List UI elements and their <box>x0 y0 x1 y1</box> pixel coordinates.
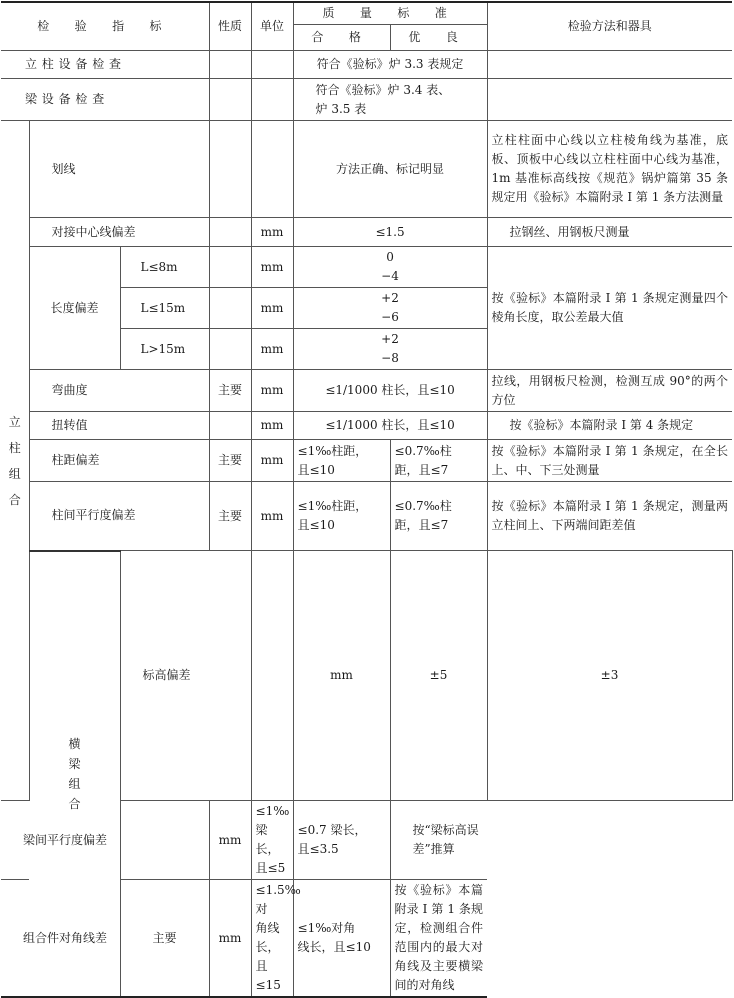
row-column-check-method <box>487 51 732 79</box>
row-spacing-unit: mm <box>251 440 293 482</box>
row-parallelism-label: 柱间平行度偏差 <box>29 482 209 551</box>
row-beam-check-standard: 符合《验标》炉 3.4 表、 炉 3.5 表 <box>293 79 487 121</box>
length-unit-3: mm <box>251 329 293 370</box>
row-twist-nature <box>209 412 251 440</box>
row-bending-nature: 主要 <box>209 370 251 412</box>
row-bending-label: 弯曲度 <box>29 370 209 412</box>
row-beam-check-method <box>487 79 732 121</box>
row-parallelism-excellent: ≤0.7‰柱 距，且≤7 <box>390 482 487 551</box>
row-column-check-label: 立柱设备检查 <box>1 51 209 79</box>
row-beam-parallel-method: 按“梁标高误差”推算 <box>390 801 487 880</box>
column-group-label: 立 柱 组 合 <box>1 121 29 801</box>
row-beam-parallel-excellent: ≤0.7 梁长， 且≤3.5 <box>293 801 390 880</box>
row-marking-standard: 方法正确、标记明显 <box>293 121 487 218</box>
header-method: 检验方法和器具 <box>487 2 732 51</box>
row-spacing-qualified: ≤1‰柱距， 且≤10 <box>293 440 390 482</box>
row-diagonal-label: 组合件对角线差 <box>1 880 120 998</box>
row-column-check-nature <box>209 51 251 79</box>
row-elevation-excellent: ±3 <box>487 551 732 801</box>
length-nature-1 <box>209 247 251 288</box>
row-elevation-label: 标高偏差 <box>120 551 251 801</box>
row-marking-label: 划线 <box>29 121 209 218</box>
row-diagonal-method: 按《验标》本篇附录 Ⅰ 第 1 条规定，检测组合件范围内的最大对角线及主要横梁间的对角线 <box>390 880 487 998</box>
row-beam-parallel-nature <box>120 801 209 880</box>
row-spacing-label: 柱距偏差 <box>29 440 209 482</box>
row-beam-parallel-label: 梁间平行度偏差 <box>1 801 120 880</box>
row-center-deviation-unit: mm <box>251 218 293 247</box>
row-elevation-nature <box>251 551 293 801</box>
row-length-deviation-method: 按《验标》本篇附录 Ⅰ 第 1 条规定测量四个棱角长度，取公差最大值 <box>487 247 732 370</box>
header-excellent: 优 良 <box>390 25 487 51</box>
row-length-deviation-label: 长度偏差 <box>29 247 120 370</box>
row-column-check-unit <box>251 51 293 79</box>
row-beam-parallel-qualified: ≤1‰梁长， 且≤5 <box>251 801 293 880</box>
length-nature-3 <box>209 329 251 370</box>
row-beam-check-unit <box>251 79 293 121</box>
row-parallelism-method: 按《验标》本篇附录 Ⅰ 第 1 条规定，测量两立柱间上、下两端间距差值 <box>487 482 732 551</box>
row-parallelism-nature: 主要 <box>209 482 251 551</box>
row-marking-unit <box>251 121 293 218</box>
row-twist-unit: mm <box>251 412 293 440</box>
length-standard-1: 0 −4 <box>293 247 487 288</box>
header-quality-standard: 质 量 标 准 <box>293 2 487 25</box>
row-beam-check-label: 梁设备检查 <box>1 79 209 121</box>
length-standard-2: +2 −6 <box>293 288 487 329</box>
row-elevation-qualified: ±5 <box>390 551 487 801</box>
length-unit-2: mm <box>251 288 293 329</box>
row-spacing-nature: 主要 <box>209 440 251 482</box>
length-unit-1: mm <box>251 247 293 288</box>
row-parallelism-qualified: ≤1‰柱距， 且≤10 <box>293 482 390 551</box>
row-twist-label: 扭转值 <box>29 412 209 440</box>
row-twist-method: 按《验标》本篇附录 Ⅰ 第 4 条规定 <box>487 412 732 440</box>
row-center-deviation-standard: ≤1.5 <box>293 218 487 247</box>
row-marking-method: 立柱柱面中心线以立柱棱角线为基准，底板、顶板中心线以立柱柱面中心线为基准，1m 基准标高线按《规范》锅炉篇第 35 条规定用《验标》本篇附录 Ⅰ 第 1 条方法测量 <box>487 121 732 218</box>
header-nature: 性质 <box>209 2 251 51</box>
header-indicator: 检 验 指 标 <box>1 2 209 51</box>
row-parallelism-unit: mm <box>251 482 293 551</box>
length-cond-2: L≤15m <box>120 288 209 329</box>
beam-group-label: 横 梁 组 合 <box>29 551 120 998</box>
row-beam-parallel-unit: mm <box>209 801 251 880</box>
row-twist-standard: ≤1/1000 柱长，且≤10 <box>293 412 487 440</box>
row-elevation-unit: mm <box>293 551 390 801</box>
row-beam-check-nature <box>209 79 251 121</box>
row-marking-nature <box>209 121 251 218</box>
row-bending-unit: mm <box>251 370 293 412</box>
row-diagonal-nature: 主要 <box>120 880 209 998</box>
row-diagonal-excellent: ≤1‰对角 线长，且≤10 <box>293 880 390 998</box>
row-center-deviation-label: 对接中心线偏差 <box>29 218 209 247</box>
length-cond-3: L>15m <box>120 329 209 370</box>
length-cond-1: L≤8m <box>120 247 209 288</box>
row-diagonal-unit: mm <box>209 880 251 998</box>
row-bending-method: 拉线，用钢板尺检测，检测互成 90°的两个方位 <box>487 370 732 412</box>
length-nature-2 <box>209 288 251 329</box>
row-spacing-method: 按《验标》本篇附录 Ⅰ 第 1 条规定，在全长上、中、下三处测量 <box>487 440 732 482</box>
row-spacing-excellent: ≤0.7‰柱 距，且≤7 <box>390 440 487 482</box>
row-bending-standard: ≤1/1000 柱长，且≤10 <box>293 370 487 412</box>
header-qualified: 合 格 <box>293 25 390 51</box>
row-center-deviation-method: 拉钢丝、用钢板尺测量 <box>487 218 732 247</box>
row-center-deviation-nature <box>209 218 251 247</box>
header-unit: 单位 <box>251 2 293 51</box>
row-diagonal-qualified: ≤1.5‰对 角线长，且 ≤15 <box>251 880 293 998</box>
row-column-check-standard: 符合《验标》炉 3.3 表规定 <box>293 51 487 79</box>
inspection-standard-table <box>1 1 732 998</box>
length-standard-3: +2 −8 <box>293 329 487 370</box>
